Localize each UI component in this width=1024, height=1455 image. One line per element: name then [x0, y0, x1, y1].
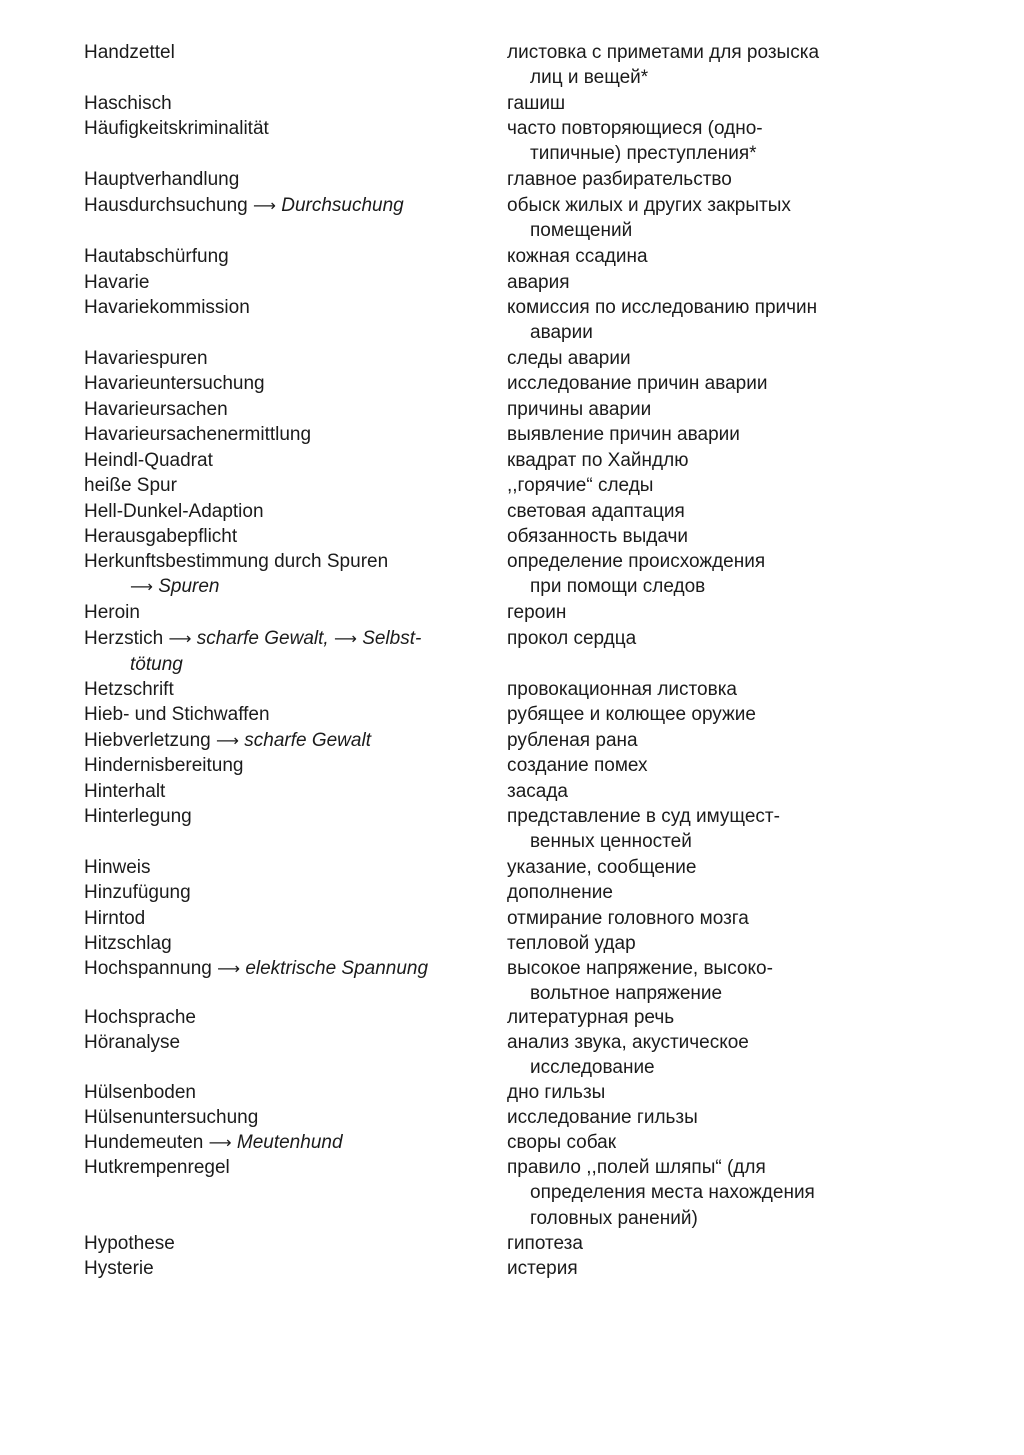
translation-line: часто повторяющиеся (одно-	[507, 118, 763, 139]
german-term	[84, 804, 484, 829]
german-term	[84, 422, 484, 447]
russian-translation	[507, 193, 1007, 244]
translation-line: представление в суд имущест-	[507, 806, 780, 827]
term-text: Havariespuren	[84, 348, 208, 369]
german-term	[84, 1030, 484, 1055]
translation-line: следы аварии	[507, 348, 631, 369]
german-term	[84, 855, 484, 880]
translation-line: кожная ссадина	[507, 246, 648, 267]
term-text: Hochsprache	[84, 1007, 196, 1028]
translation-line: исследование причин аварии	[507, 373, 768, 394]
term-text: Hochspannung	[84, 958, 212, 979]
russian-translation	[507, 40, 1007, 91]
german-term	[84, 1080, 484, 1105]
german-term	[84, 931, 484, 956]
russian-translation	[507, 600, 1007, 625]
term-continuation: tötung	[130, 654, 183, 676]
term-continuation	[84, 574, 484, 600]
term-text: Handzettel	[84, 42, 175, 63]
german-term	[84, 499, 484, 524]
term-text: Herkunftsbestimmung durch Spuren	[84, 551, 389, 572]
german-term	[84, 1005, 484, 1030]
translation-line: лиц и вещей*	[530, 67, 649, 89]
russian-translation	[507, 1130, 1007, 1155]
translation-line: обязанность выдачи	[507, 526, 689, 547]
translation-line: помещений	[530, 220, 633, 242]
translation-line: вольтное напряжение	[530, 983, 723, 1005]
term-text: Havarieursachenermittlung	[84, 424, 312, 445]
german-term	[84, 91, 484, 116]
translation-line: дно гильзы	[507, 1082, 606, 1103]
russian-translation	[507, 956, 1007, 1007]
german-term	[84, 524, 484, 549]
german-term	[84, 626, 484, 678]
term-text: Hauptverhandlung	[84, 169, 240, 190]
cross-reference: Selbst-	[362, 628, 422, 649]
translation-line: своры собак	[507, 1132, 617, 1153]
term-text: Hiebverletzung	[84, 730, 211, 751]
german-term	[84, 1130, 484, 1156]
translation-line: ,,горячие“ следы	[507, 475, 654, 496]
cross-reference: Durchsuchung	[281, 195, 404, 216]
russian-translation	[507, 626, 1007, 651]
russian-translation	[507, 91, 1007, 116]
cross-reference-arrow-icon: ⟶	[208, 1135, 232, 1152]
translation-line: дополнение	[507, 882, 613, 903]
term-text: Heroin	[84, 602, 140, 623]
term-text: Hell-Dunkel-Adaption	[84, 501, 264, 522]
term-text: Hirntod	[84, 908, 146, 929]
translation-line: определение происхождения	[507, 551, 766, 572]
translation-line: высокое напряжение, высоко-	[507, 958, 773, 979]
translation-line: правило ,,полей шляпы“ (для	[507, 1157, 766, 1178]
german-term	[84, 1256, 484, 1281]
cross-reference: scharfe Gewalt	[244, 730, 371, 751]
translation-line: световая адаптация	[507, 501, 685, 522]
translation-line: гашиш	[507, 93, 566, 114]
term-text: Herausgabepflicht	[84, 526, 238, 547]
russian-translation	[507, 702, 1007, 727]
german-term	[84, 702, 484, 727]
translation-line: венных ценностей	[530, 831, 692, 853]
russian-translation	[507, 855, 1007, 880]
term-text: Hutkrempenregel	[84, 1157, 230, 1178]
german-term	[84, 295, 484, 320]
cross-reference-arrow-icon: ⟶	[216, 733, 239, 750]
translation-line: аварии	[530, 322, 593, 344]
russian-translation	[507, 448, 1007, 473]
translation-line: авария	[507, 272, 570, 293]
term-text: heiße Spur	[84, 475, 177, 496]
russian-translation	[507, 1030, 1007, 1081]
russian-translation	[507, 549, 1007, 600]
german-term	[84, 906, 484, 931]
translation-line: рубящее и колющее оружие	[507, 704, 756, 725]
russian-translation	[507, 524, 1007, 549]
translation-line: прокол сердца	[507, 628, 637, 649]
russian-translation	[507, 1005, 1007, 1030]
translation-line: исследование гильзы	[507, 1107, 698, 1128]
term-text: Hinterlegung	[84, 806, 192, 827]
term-text: Havarieursachen	[84, 399, 228, 420]
term-text: Häufigkeitskriminalität	[84, 118, 269, 139]
translation-line: создание помех	[507, 755, 648, 776]
german-term	[84, 600, 484, 625]
translation-line: причины аварии	[507, 399, 652, 420]
cross-reference: elektrische Spannung	[245, 958, 429, 979]
translation-line: комиссия по исследованию причин	[507, 297, 818, 318]
russian-translation	[507, 167, 1007, 192]
german-term	[84, 880, 484, 905]
russian-translation	[507, 295, 1007, 346]
translation-line: указание, сообщение	[507, 857, 697, 878]
term-text: Heindl-Quadrat	[84, 450, 213, 471]
cross-reference: Spuren	[158, 576, 220, 598]
cross-reference-arrow-icon: ⟶	[217, 961, 241, 978]
cross-reference-arrow-icon: ⟶	[333, 631, 357, 648]
translation-line: типичные) преступления*	[530, 143, 757, 165]
german-term	[84, 116, 484, 141]
german-term	[84, 371, 484, 396]
term-text: Havarie	[84, 272, 150, 293]
russian-translation	[507, 1155, 1007, 1231]
term-text: Haschisch	[84, 93, 172, 114]
term-text: Herzstich	[84, 628, 164, 649]
term-text: Hieb- und Stichwaffen	[84, 704, 270, 725]
translation-line: литературная речь	[507, 1007, 675, 1028]
term-text: Hitzschlag	[84, 933, 172, 954]
term-text: Hetzschrift	[84, 679, 174, 700]
term-text: Hinterhalt	[84, 781, 166, 802]
russian-translation	[507, 346, 1007, 371]
translation-line: анализ звука, акустическое	[507, 1032, 749, 1053]
german-term	[84, 167, 484, 192]
translation-line: головных ранений)	[530, 1207, 698, 1229]
russian-translation	[507, 397, 1007, 422]
translation-line: истерия	[507, 1258, 578, 1279]
russian-translation	[507, 880, 1007, 905]
russian-translation	[507, 906, 1007, 931]
cross-reference-arrow-icon: ⟶	[168, 631, 192, 648]
german-term	[84, 40, 484, 65]
term-text: Höranalyse	[84, 1032, 181, 1053]
russian-translation	[507, 499, 1007, 524]
translation-line: героин	[507, 602, 567, 623]
translation-line: рубленая рана	[507, 730, 638, 751]
russian-translation	[507, 1256, 1007, 1281]
russian-translation	[507, 116, 1007, 167]
german-term	[84, 244, 484, 269]
russian-translation	[507, 270, 1007, 295]
term-text: Hülsenboden	[84, 1082, 196, 1103]
russian-translation	[507, 244, 1007, 269]
german-term	[84, 728, 484, 754]
term-text: Hinweis	[84, 857, 151, 878]
russian-translation	[507, 931, 1007, 956]
translation-line: главное разбирательство	[507, 169, 732, 190]
russian-translation	[507, 422, 1007, 447]
russian-translation	[507, 728, 1007, 753]
term-text: Havariekommission	[84, 297, 250, 318]
german-term	[84, 346, 484, 371]
translation-line: провокационная листовка	[507, 679, 737, 700]
translation-line: листовка с приметами для розыска	[507, 42, 820, 63]
german-term	[84, 779, 484, 804]
term-text: Hindernisbereitung	[84, 755, 244, 776]
cross-reference: Meutenhund	[236, 1132, 343, 1153]
german-term	[84, 549, 484, 601]
german-term	[84, 473, 484, 498]
term-text: Hypothese	[84, 1233, 175, 1254]
translation-line: тепловой удар	[507, 933, 636, 954]
term-text: Havarieuntersuchung	[84, 373, 265, 394]
russian-translation	[507, 473, 1007, 498]
term-text: Hautabschürfung	[84, 246, 229, 267]
translation-line: определения места нахождения	[530, 1182, 815, 1204]
german-term	[84, 677, 484, 702]
russian-translation	[507, 779, 1007, 804]
german-term	[84, 397, 484, 422]
cross-reference: scharfe Gewalt,	[196, 628, 329, 649]
term-text: Hülsenuntersuchung	[84, 1107, 259, 1128]
translation-line: гипотеза	[507, 1233, 583, 1254]
german-term	[84, 448, 484, 473]
german-term	[84, 1155, 484, 1180]
translation-line: квадрат по Хайндлю	[507, 450, 689, 471]
german-term	[84, 193, 484, 219]
translation-line: выявление причин аварии	[507, 424, 740, 445]
russian-translation	[507, 1105, 1007, 1130]
russian-translation	[507, 1080, 1007, 1105]
term-text: Hinzufügung	[84, 882, 191, 903]
translation-line: обыск жилых и других закрытых	[507, 195, 791, 216]
term-text: Hundemeuten	[84, 1132, 204, 1153]
term-text: Hausdurchsuchung	[84, 195, 248, 216]
russian-translation	[507, 753, 1007, 778]
russian-translation	[507, 677, 1007, 702]
translation-line: отмирание головного мозга	[507, 908, 749, 929]
translation-line: при помощи следов	[530, 576, 706, 598]
german-term	[84, 270, 484, 295]
german-term	[84, 1231, 484, 1256]
translation-line: засада	[507, 781, 568, 802]
german-term	[84, 753, 484, 778]
german-term	[84, 956, 484, 982]
term-text: Hysterie	[84, 1258, 154, 1279]
russian-translation	[507, 371, 1007, 396]
cross-reference-arrow-icon: ⟶	[130, 579, 153, 597]
cross-reference-arrow-icon: ⟶	[253, 198, 276, 215]
translation-line: исследование	[530, 1057, 655, 1079]
russian-translation	[507, 1231, 1007, 1256]
german-term	[84, 1105, 484, 1130]
russian-translation	[507, 804, 1007, 855]
